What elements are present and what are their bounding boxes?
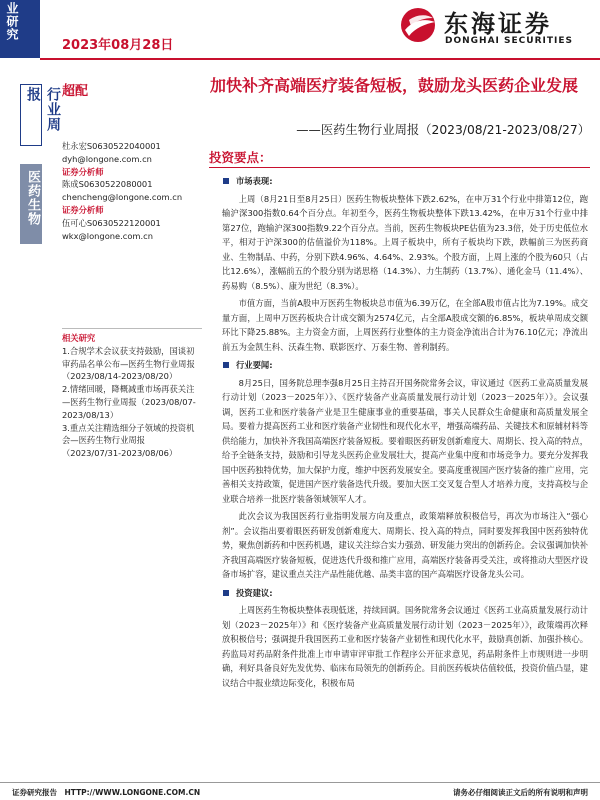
- related-item[interactable]: 2.情绪回暖，降概减重市场再获关注—医药生物行业周报（2023/08/07-2023/08/13）: [62, 384, 196, 420]
- analyst-list: [62, 140, 202, 242]
- analyst-role: 证券分析师: [62, 166, 104, 177]
- company-logo: [399, 4, 584, 52]
- body-paragraph: 上周医药生物板块整体表现低迷，持续回调。国务院常务会议通过《医药工业高质量发展行动计划（2023－2025年）》和《医疗装备产业高质量发展行动计划（2023－2025年）》，政策端再次释放积极信号；强调提升我国医药工业和医疗装备产业韧性和现代化水平，鼓励真创新、加强扑核心。药监局对药品附条件批准上市申请审评审批工作程序公开征求意见，药品附条件上市规则进一步明确，利好具备良好先发优势、临床布局领先的创新药企。目前医药板块估值较低，投资价值凸显，建议结合中报业绩边际变化，积极布局: [222, 605, 588, 688]
- analyst-name: 陈成S0630522080001: [62, 179, 153, 190]
- left-band: [0, 0, 40, 58]
- report-subtitle: ——医药生物行业周报（2023/08/21-2023/08/27）: [296, 123, 590, 137]
- report-type-tab: [20, 84, 61, 146]
- analyst-email[interactable]: chencheng@longone.com.cn: [62, 192, 183, 203]
- analyst-name: 杜永宏S0630522040001: [62, 141, 161, 151]
- body-paragraph: 此次会议为我国医药行业指明发展方向及重点，政策端释放积极信号，再次为市场注入“强心剂”。会议指出要着眼医药研发创新难度大、周期长、投入高的特点，同时要发挥我国中医药独特优势，聚焦创新药和中医药机遇，建议关注综合实力强劲、研发能力突出的创新药企。会议强调加快补齐我国高端医疗装备短板，促进迭代升级和推广应用，高端医疗装备再受关注，或将推动大型医疗设备市场扩容，建议重点关注产品性能优越、品类丰富的国产高端医疗设备龙头公司。: [222, 511, 588, 579]
- highlights-heading: 投资要点：: [209, 150, 272, 165]
- section-heading: 市场表现:: [222, 174, 588, 189]
- page-footer: [0, 784, 600, 800]
- analyst-email[interactable]: dyh@longone.com.cn: [62, 153, 152, 164]
- body-paragraph: 市值方面，当前A股申万医药生物板块总市值为6.39万亿，在全部A股市值占比为7.19%。成交量方面，上周申万医药板块合计成交额为2574亿元，占全部A股成交额的6.85%，板块单周成交额环比下降25.88%。主力资金方面，上周医药行业整体的主力资金净流出合计为76.10亿元；净流出前五为金凯生科、沃森生物、联影医疗、万泰生物、普利制药。: [222, 298, 588, 352]
- footer-right: 请务必仔细阅读正文后的所有说明和声明: [453, 788, 588, 797]
- logo-en-text: DONGHAI SECURITIES: [445, 36, 573, 46]
- highlights-divider: [209, 167, 590, 168]
- section-heading: 投资建议:: [222, 586, 588, 601]
- analyst-role: 证券分析师: [62, 204, 104, 215]
- footer-left[interactable]: 证券研究报告 HTTP://WWW.LONGONE.COM.CN: [12, 788, 201, 797]
- analyst-email[interactable]: wkx@longone.com.cn: [62, 230, 153, 241]
- report-date: 2023年08月28日: [62, 38, 174, 53]
- report-type-label: 行业周报: [25, 87, 61, 132]
- sidebar-divider: [62, 328, 202, 329]
- logo-cn-text: 东海证券: [444, 9, 552, 38]
- footer-divider: [0, 782, 600, 783]
- category-label: 医药生物: [25, 170, 40, 226]
- logo-mark-icon: [399, 6, 439, 44]
- related-item[interactable]: 3.重点关注精选细分子领域的投资机会—医药生物行业周报（2023/07/31-2023/08/06）: [62, 422, 195, 459]
- related-title: 相关研究: [62, 333, 96, 343]
- rating-label: 超配: [62, 84, 89, 99]
- body-paragraph: 上周（8月21日至8月25日）医药生物板块整体下跌2.62%，在申万31个行业中排第12位，跑输沪深300指数0.64个百分点。年初至今，医药生物板块整体下跌13.42%，在申万31个行业中排第27位，跑输沪深300指数9.22个百分点。当前，医药生物板块PE估值为23.3倍，处于历史低位水平，相对于沪深300的估值溢价为118%。上周子板块中，所有子板块均下跌，跌幅前三为医药商业、生物制品、中药，分别下跌4.96%、4.64%、2.93%。个股方面，上周上涨的个股为60只（占比12.6%），涨幅前五的个股分别为诺思格（14.3%）、力生制药（13.7%）、通化金马（11.4%）、药易购（8.5%）、康为世纪（8.3%）。: [222, 193, 588, 291]
- section-heading: 行业要闻:: [222, 358, 588, 373]
- category-tab: [20, 164, 42, 244]
- analyst-name: 伍可心S0630522120001: [62, 217, 161, 228]
- body-paragraph: 8月25日，国务院总理李强8月25日主持召开国务院常务会议，审议通过《医药工业高质量发展行动计划（2023－2025年）》、《医疗装备产业高质量发展行动计划（2023－2025年）》。会议强调，医药工业和医疗装备产业是卫生健康事业的重要基础，事关人民群众生命健康和高质量发展全局。要着力提高医药工业和医疗装备产业韧性和现代化水平，增强高端药品、关键技术和原辅材料等供给能力，加快补齐我国高端医疗装备短板。要着眼医药研发创新难度大、周期长、投入高的特点，给予全链条支持，鼓励和引导龙头医药企业发展壮大，提高产业集中度和市场竞争力。要充分发挥我国中医药独特优势，加大保护力度，维护中医药发展安全。要高度重视国产医疗装备的推广应用，完善相关支持政策，促进国产医疗装备迭代升级。要加大医工交叉复合型人才培养力度，支持高校与企业联合培养一批医疗装备领域领军人才。: [222, 377, 588, 504]
- top-divider: [40, 58, 600, 60]
- report-body: [222, 170, 588, 690]
- related-research: [62, 332, 202, 460]
- related-item[interactable]: 1.合规学术会议获支持鼓励，国谈初审药品名单公布—医药生物行业周报（2023/08/14-2023/08/20）: [62, 345, 195, 382]
- report-title: 加快补齐高端医疗装备短板，鼓励龙头医药企业发展: [210, 76, 579, 95]
- left-band-text: 业研究: [5, 2, 19, 41]
